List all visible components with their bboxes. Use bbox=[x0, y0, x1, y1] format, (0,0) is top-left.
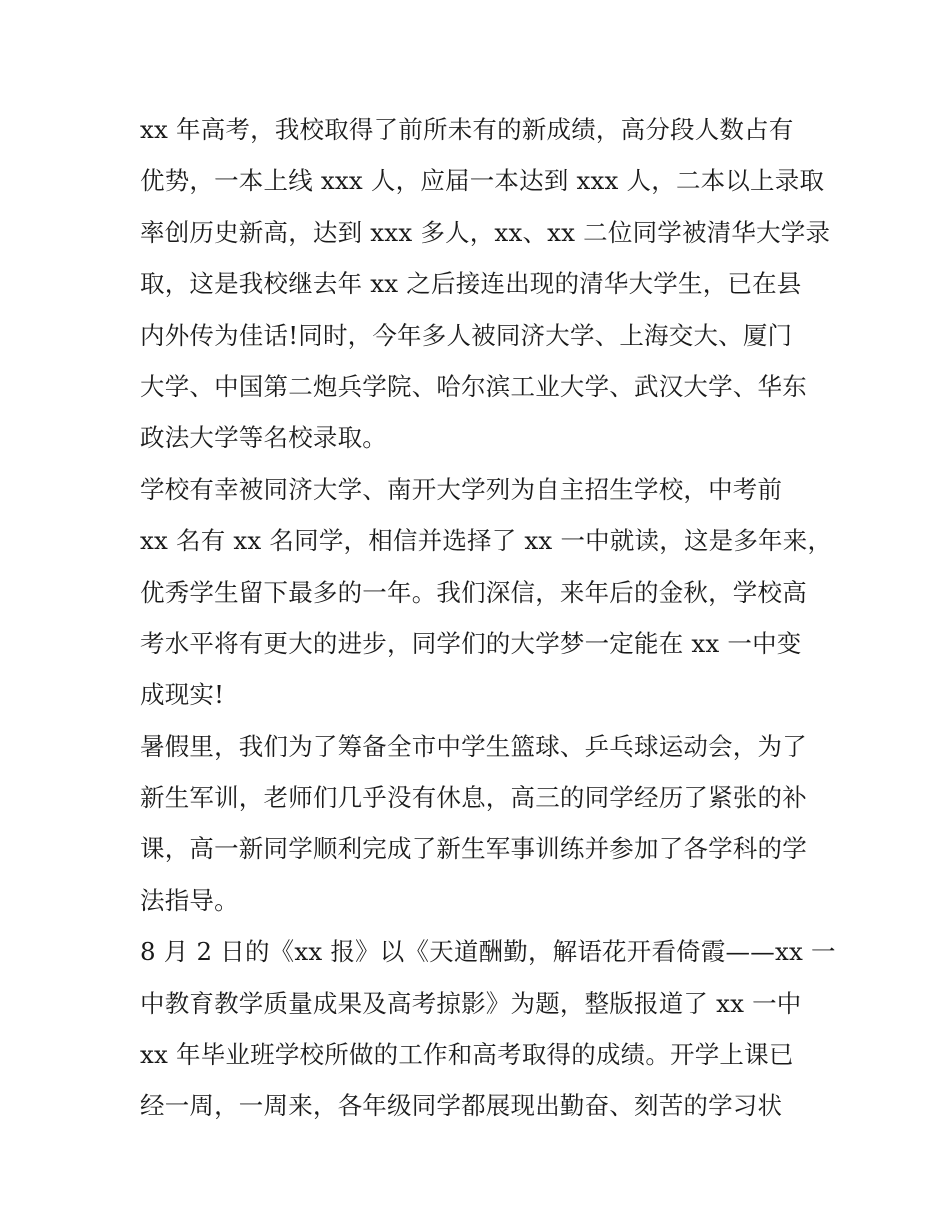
text-line: 政法大学等名校录取。 bbox=[140, 423, 387, 453]
text-line: xx 年高考，我校取得了前所未有的新成绩，高分段人数占有 bbox=[140, 115, 794, 144]
text-line: 课，高一新同学顺利完成了新生军事训练并参加了各学科的学 bbox=[140, 834, 807, 864]
text-line: 成现实! bbox=[140, 680, 225, 710]
text-line: 新生军训，老师们几乎没有休息，高三的同学经历了紧张的补 bbox=[140, 783, 807, 813]
document-body bbox=[140, 104, 836, 1132]
text-line: 内外传为佳话!同时，今年多人被同济大学、上海交大、厦门 bbox=[140, 320, 793, 350]
text-line: 优秀学生留下最多的一年。我们深信，来年后的金秋，学校高 bbox=[140, 577, 807, 607]
text-line: 法指导。 bbox=[140, 885, 239, 915]
text-line: 取，这是我校继去年 xx 之后接连出现的清华大学生，已在县 bbox=[140, 269, 802, 299]
text-line: 率创历史新高，达到 xxx 多人，xx、xx 二位同学被清华大学录 bbox=[140, 217, 831, 247]
text-line: 考水平将有更大的进步，同学们的大学梦一定能在 xx 一中变 bbox=[140, 628, 802, 658]
text-line: 中教育教学质量成果及高考掠影》为题，整版报道了 xx 一中 bbox=[140, 988, 802, 1018]
text-line: 暑假里，我们为了筹备全市中学生篮球、乒乓球运动会，为了 bbox=[140, 731, 807, 761]
text-line: 8 月 2 日的《xx 报》以《天道酬勤，解语花开看倚霞——xx 一 bbox=[140, 937, 836, 967]
text-line: 优势，一本上线 xxx 人，应届一本达到 xxx 人，二本以上录取 bbox=[140, 166, 825, 196]
text-line: 学校有幸被同济大学、南开大学列为自主招生学校，中考前 bbox=[140, 474, 783, 504]
text-line: xx 年毕业班学校所做的工作和高考取得的成绩。开学上课已 bbox=[140, 1040, 794, 1070]
text-line: 经一周，一周来，各年级同学都展现出勤奋、刻苦的学习状 bbox=[140, 1091, 783, 1121]
text-line: xx 名有 xx 名同学，相信并选择了 xx 一中就读，这是多年来， bbox=[140, 526, 833, 556]
text-line: 大学、中国第二炮兵学院、哈尔滨工业大学、武汉大学、华东 bbox=[140, 371, 807, 401]
